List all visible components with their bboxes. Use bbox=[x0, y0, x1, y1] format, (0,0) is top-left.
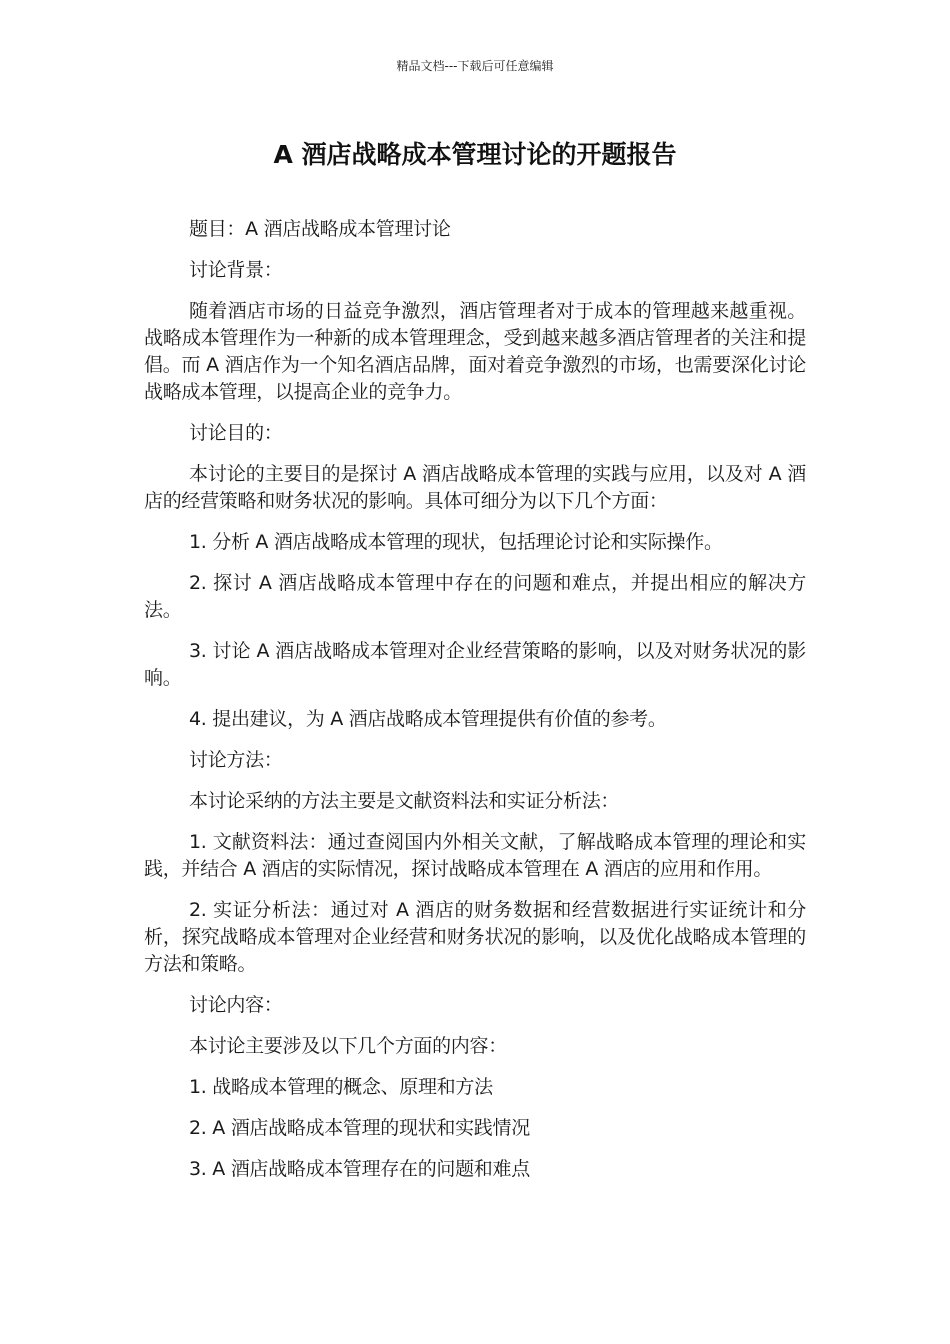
document-title: A 酒店战略成本管理讨论的开题报告 bbox=[273, 140, 677, 169]
list-item-purpose-3: 3. 讨论 A 酒店战略成本管理对企业经营策略的影响，以及对财务状况的影响。 bbox=[144, 640, 806, 689]
list-item-content-1: 1. 战略成本管理的概念、原理和方法 bbox=[189, 1076, 493, 1098]
list-item-method-2: 2. 实证分析法：通过对 A 酒店的财务数据和经营数据进行实证统计和分析，探究战略成本管理对企业经营和财务状况的影响，以及优化战略成本管理的方法和策略。 bbox=[144, 899, 806, 975]
list-item-content-2: 2. A 酒店战略成本管理的现状和实践情况 bbox=[189, 1117, 530, 1139]
paragraph-topic: 题目：A 酒店战略成本管理讨论 bbox=[189, 218, 451, 240]
document-body bbox=[144, 216, 806, 1197]
heading-purpose: 讨论目的： bbox=[189, 422, 283, 444]
list-item-method-1: 1. 文献资料法：通过查阅国内外相关文献，了解战略成本管理的理论和实践，并结合 A 酒店的实际情况，探讨战略成本管理在 A 酒店的应用和作用。 bbox=[144, 831, 806, 880]
list-item-purpose-1: 1. 分析 A 酒店战略成本管理的现状，包括理论讨论和实际操作。 bbox=[189, 531, 723, 553]
list-item-purpose-2: 2. 探讨 A 酒店战略成本管理中存在的问题和难点，并提出相应的解决方法。 bbox=[144, 572, 806, 621]
heading-content: 讨论内容： bbox=[189, 994, 283, 1016]
heading-background: 讨论背景： bbox=[189, 259, 283, 281]
paragraph-method: 本讨论采纳的方法主要是文献资料法和实证分析法： bbox=[189, 790, 620, 812]
list-item-purpose-4: 4. 提出建议，为 A 酒店战略成本管理提供有价值的参考。 bbox=[189, 708, 667, 730]
heading-method: 讨论方法： bbox=[189, 749, 283, 771]
paragraph-background: 随着酒店市场的日益竞争激烈，酒店管理者对于成本的管理越来越重视。战略成本管理作为一种新的成本管理理念，受到越来越多酒店管理者的关注和提倡。而 A 酒店作为一个知名酒店品牌，面对着竞争激烈的市场，也需要深化讨论战略成本管理，以提高企业的竞争力。 bbox=[144, 300, 806, 403]
paragraph-purpose: 本讨论的主要目的是探讨 A 酒店战略成本管理的实践与应用，以及对 A 酒店的经营策略和财务状况的影响。具体可细分为以下几个方面： bbox=[144, 463, 806, 512]
page-header: 精品文档---下载后可任意编辑 bbox=[396, 59, 554, 73]
list-item-content-3: 3. A 酒店战略成本管理存在的问题和难点 bbox=[189, 1158, 530, 1180]
paragraph-content: 本讨论主要涉及以下几个方面的内容： bbox=[189, 1035, 507, 1057]
